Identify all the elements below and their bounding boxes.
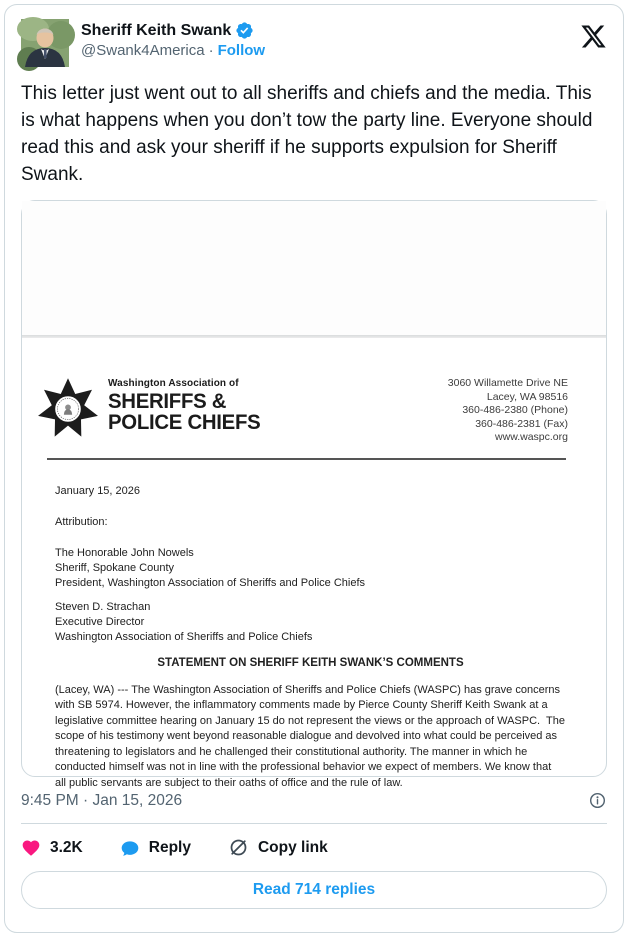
statement-line: threatening to legislators and he challenged their constitutional authority. The manner in which he xyxy=(55,745,528,758)
separator-dot: · xyxy=(208,42,214,59)
attribution-label: Attribution: xyxy=(55,515,108,528)
statement-line: with SB 5974. However, the inflammatory comments made by Pierce County Sheriff Keith Swank at a xyxy=(55,699,548,711)
follow-link[interactable]: Follow xyxy=(217,42,266,59)
verified-badge-icon xyxy=(235,21,254,40)
tweet-text: This letter just went out to all sheriffs and chiefs and the media. This is what happens when you don’t tow the party line. Everyone should read this and ask your sheriff if he supports expulsion for Sheriff Swank. xyxy=(21,83,593,185)
letter-image[interactable] xyxy=(21,200,607,789)
scan-blank-area xyxy=(22,201,606,335)
attribution-line: Steven D. Strachan xyxy=(55,600,151,613)
letter-date: January 15, 2026 xyxy=(55,484,141,497)
letterhead-org-line2: POLICE CHIEFS xyxy=(108,411,261,434)
address-line: 360-486-2380 (Phone) xyxy=(462,404,568,416)
timestamp-row xyxy=(21,791,607,810)
heart-icon xyxy=(21,838,41,858)
read-replies-button[interactable] xyxy=(21,871,607,909)
attribution-line: Sheriff, Spokane County xyxy=(55,561,175,574)
like-button[interactable] xyxy=(21,838,83,858)
display-name[interactable]: Sheriff Keith Swank xyxy=(81,21,232,39)
identity-block xyxy=(81,15,580,59)
handle[interactable]: @Swank4America xyxy=(81,42,205,59)
footer-divider xyxy=(21,823,607,824)
avatar-image xyxy=(21,19,69,67)
waspc-star-badge-icon xyxy=(36,375,100,443)
statement-line: (Lacey, WA) --- The Washington Association of Sheriffs and Police Chiefs (WASPC) has grave concerns xyxy=(55,683,560,696)
statement-title: STATEMENT ON SHERIFF KEITH SWANK’S COMMENTS xyxy=(157,656,464,669)
address-line: 3060 Willamette Drive NE xyxy=(447,377,568,389)
statement-line: scope of his testimony went beyond reasonable dialogue and devolved into what could be perceived as xyxy=(55,730,558,742)
reply-label: Reply xyxy=(148,838,191,856)
x-logo-icon[interactable] xyxy=(580,23,607,50)
copy-link-button[interactable] xyxy=(228,837,328,858)
statement-line: conducted himself was not in line with the professional behavior we expect of members. We know that xyxy=(55,761,552,773)
info-icon[interactable] xyxy=(588,791,607,810)
actions-row xyxy=(21,837,607,858)
attribution-block-2 xyxy=(55,600,566,645)
like-count: 3.2K xyxy=(50,838,83,856)
statement-line: legislative committee hearing on January 15 do not represent the views or the approach of WASPC. The xyxy=(55,714,565,727)
tweet-header xyxy=(21,15,607,67)
page xyxy=(0,4,628,941)
address-line: 360-486-2381 (Fax) xyxy=(475,417,568,430)
link-icon xyxy=(228,837,249,858)
letterhead-org-small: Washington Association of xyxy=(108,378,239,389)
address-line: www.waspc.org xyxy=(495,431,568,443)
attribution-line: Executive Director xyxy=(55,615,145,628)
attribution-block-1 xyxy=(55,546,566,591)
statement-line: all public servants are subject to their oaths of office and the rule of law. xyxy=(55,776,403,789)
attribution-line: Washington Association of Sheriffs and Police Chiefs xyxy=(55,630,313,643)
read-replies-label: Read 714 replies xyxy=(252,881,376,898)
copy-link-label: Copy link xyxy=(257,838,328,856)
letterhead-address xyxy=(448,375,568,445)
statement-paragraph xyxy=(55,683,566,792)
reply-bubble-icon xyxy=(120,838,140,858)
attribution-line: The Honorable John Nowels xyxy=(55,546,194,559)
attribution-line: President, Washington Association of Sheriffs and Police Chiefs xyxy=(55,576,366,589)
letter-body xyxy=(22,460,606,792)
avatar[interactable] xyxy=(21,19,69,67)
address-line: Lacey, WA 98516 xyxy=(486,390,568,403)
tweet-card xyxy=(4,4,624,933)
letterhead xyxy=(22,338,606,445)
reply-button[interactable] xyxy=(120,838,191,858)
timestamp[interactable]: 9:45 PM · Jan 15, 2026 xyxy=(21,791,183,809)
letterhead-org-line1: SHERIFFS & xyxy=(108,390,227,413)
